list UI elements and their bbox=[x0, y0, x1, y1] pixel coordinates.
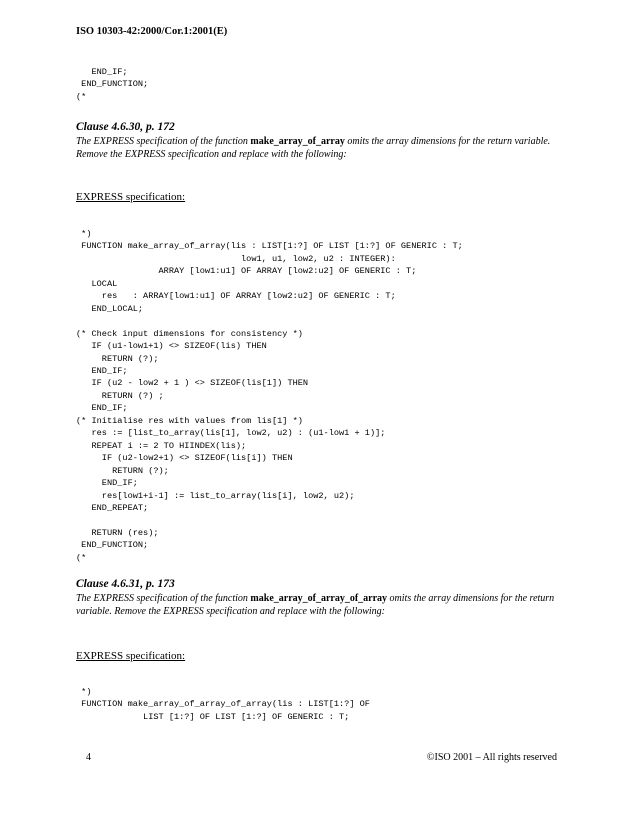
code-make-array-of-array-of-array: *) FUNCTION make_array_of_array_of_array(lis : LIST[1:?] OF LIST [1:?] OF LIST [1:?] OF GENERIC : T; bbox=[81, 687, 370, 722]
clause-4-6-31-title: Clause 4.6.31, p. 173 bbox=[76, 578, 175, 590]
express-specification-heading-1: EXPRESS specification: bbox=[76, 191, 186, 203]
clause-text-intro: The EXPRESS specification of the function bbox=[76, 593, 251, 604]
clause-text-intro: The EXPRESS specification of the function bbox=[76, 136, 251, 147]
copyright-notice: ©ISO 2001 – All rights reserved bbox=[426, 752, 557, 763]
document-id-header: ISO 10303-42:2000/Cor.1:2001(E) bbox=[76, 26, 228, 37]
clause-text-rest: omits the array dimensions for the return variable. Remove the EXPRESS specification and replace with the following: bbox=[76, 593, 555, 617]
code-make-array-of-array: *) FUNCTION make_array_of_array(lis : LIST[1:?] OF LIST [1:?] OF GENERIC : T; low1, u1, low2, u2 : INTEGER): ARRAY [low1:u1] OF ARRAY [low2:u2] OF GENERIC : T; LOCAL res : ARRAY[low1:u1] OF ARRAY [low2:u2] OF GENERIC : T; END_LOCAL; (* Check input dimensions for consistency *) IF (u1-low1+1) <> SIZEOF(lis) THEN RETURN (?); END_IF; IF (u2 - low2 + 1 ) <> SIZEOF(lis[1]) THEN RETURN (?) ; END_IF; (* Initialise res with values from lis[1] *) res := [list_to_array(lis[1], low2, u2) : (u1-low1 + 1)]; REPEAT i := 2 TO HIINDEX(lis); IF (u2-low2+1) <> SIZEOF(lis[i]) THEN RETURN (?); END_IF; res[low1+i-1] := list_to_array(lis[i], low2, u2); END_REPEAT; RETURN (res); END_FUNCTION; (* bbox=[76, 229, 463, 563]
express-specification-heading-2: EXPRESS specification: bbox=[76, 650, 186, 662]
page-number: 4 bbox=[86, 752, 91, 763]
function-name: make_array_of_array bbox=[250, 136, 345, 147]
code-end-function-fragment: END_IF; END_FUNCTION; (* bbox=[76, 67, 149, 102]
clause-text-rest: omits the array dimensions for the return variable. Remove the EXPRESS specification and replace with the following: bbox=[76, 136, 551, 160]
clause-4-6-31-text bbox=[76, 592, 566, 618]
clause-4-6-30-text bbox=[76, 135, 566, 161]
clause-4-6-30-title: Clause 4.6.30, p. 172 bbox=[76, 121, 175, 133]
function-name: make_array_of_array_of_array bbox=[250, 593, 388, 604]
